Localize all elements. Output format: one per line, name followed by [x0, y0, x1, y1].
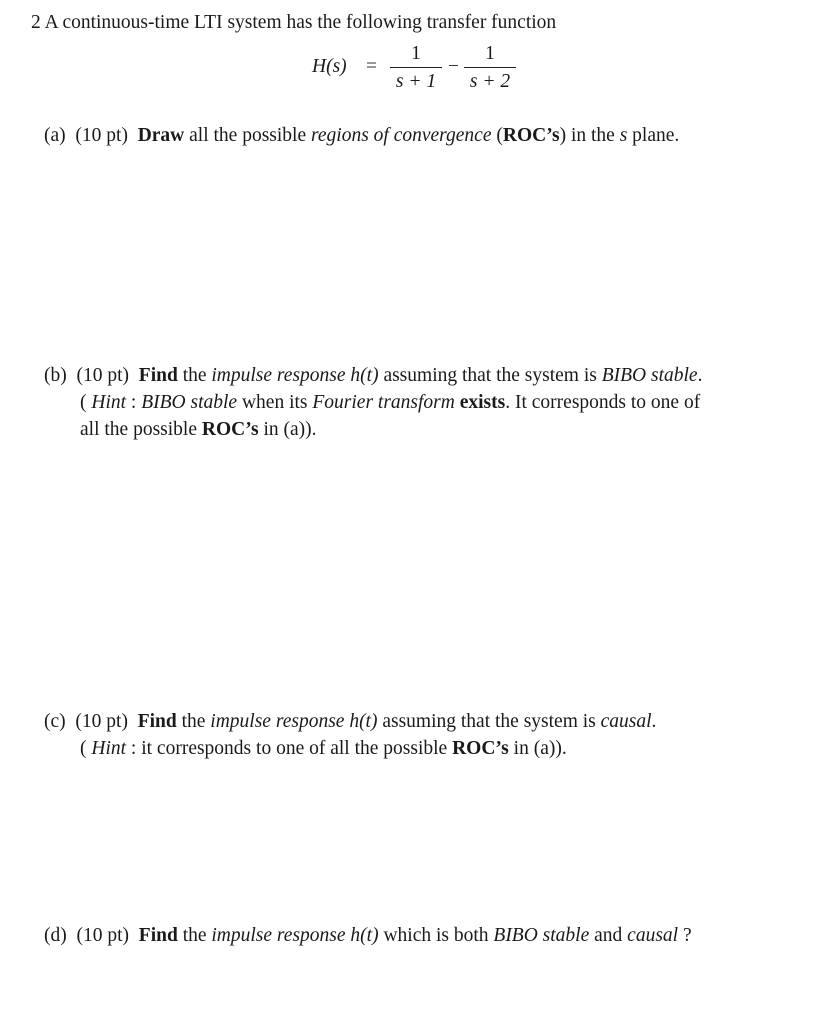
question-part-c	[44, 709, 656, 735]
part-verb: Draw	[137, 125, 185, 146]
part-label: (d)	[44, 925, 67, 946]
term-causal: causal	[627, 925, 679, 946]
term-exists: exists	[459, 392, 506, 413]
term-bibo-stable: BIBO stable	[493, 925, 590, 946]
fraction-bar	[464, 67, 516, 68]
part-text: which is both	[378, 925, 494, 946]
term-impulse-response: impulse response	[211, 365, 346, 386]
part-label: (b)	[44, 365, 67, 386]
part-text: the	[177, 925, 212, 946]
part-text: assuming that the system is	[378, 365, 602, 386]
term-causal: causal	[600, 711, 652, 732]
question-part-a	[44, 123, 679, 149]
fraction-bar	[390, 67, 442, 68]
part-text: (	[80, 738, 92, 759]
part-text: .	[697, 365, 703, 386]
part-text: and	[589, 925, 628, 946]
term-bibo-stable: BIBO stable	[601, 365, 698, 386]
fraction-term-1	[390, 42, 442, 94]
minus-sign: −	[448, 56, 459, 77]
part-text: (	[491, 125, 503, 146]
part-text: ?	[678, 925, 692, 946]
math-variable-s: s	[619, 125, 628, 146]
part-verb: Find	[138, 925, 178, 946]
part-text: ) in the	[559, 125, 620, 146]
part-text: the	[176, 711, 211, 732]
problem-number: 2	[31, 12, 41, 33]
math-h-of-t: h(t)	[345, 925, 379, 946]
part-points: (10 pt)	[75, 711, 128, 732]
term-rocs: ROC’s	[201, 419, 259, 440]
part-text: all the possible	[80, 419, 202, 440]
question-part-b-hint-cont	[80, 417, 317, 443]
part-text: (	[80, 392, 92, 413]
fraction-term-2	[464, 42, 516, 94]
part-text: assuming that the system is	[377, 711, 601, 732]
term-regions-of-convergence: regions of convergence	[311, 125, 492, 146]
part-points: (10 pt)	[76, 925, 130, 946]
hint-label: Hint	[91, 392, 127, 413]
term-rocs: ROC’s	[502, 125, 560, 146]
transfer-function-equation	[312, 42, 532, 94]
part-text: in (a)).	[258, 419, 317, 440]
question-part-d	[44, 923, 692, 949]
part-text: all the possible	[184, 125, 311, 146]
part-text: .	[651, 711, 657, 732]
hint-label: Hint	[91, 738, 127, 759]
equation-lhs: H(s)	[312, 56, 347, 77]
part-label: (c)	[44, 711, 66, 732]
part-verb: Find	[137, 711, 177, 732]
term-impulse-response: impulse response	[211, 925, 346, 946]
term-rocs: ROC’s	[452, 738, 509, 759]
part-points: (10 pt)	[75, 125, 128, 146]
term2-numerator: 1	[485, 43, 495, 64]
term-bibo-stable: BIBO stable	[141, 392, 238, 413]
term-impulse-response: impulse response	[210, 711, 345, 732]
problem-statement	[31, 10, 556, 36]
question-part-b-hint	[80, 390, 700, 416]
equals-sign: =	[366, 56, 377, 77]
term1-numerator: 1	[411, 43, 421, 64]
term2-denominator: s + 2	[469, 71, 511, 92]
part-verb: Find	[138, 365, 178, 386]
part-text: : it corresponds to one of all the possible	[126, 738, 453, 759]
part-text: plane.	[627, 125, 680, 146]
part-label: (a)	[44, 125, 66, 146]
term1-denominator: s + 1	[395, 71, 437, 92]
part-text: :	[126, 392, 142, 413]
part-text: the	[177, 365, 212, 386]
question-part-c-hint	[80, 736, 567, 762]
part-points: (10 pt)	[76, 365, 130, 386]
math-h-of-t: h(t)	[345, 365, 379, 386]
problem-text: A continuous-time LTI system has the following transfer function	[44, 12, 557, 33]
part-text: in (a)).	[508, 738, 567, 759]
question-part-b	[44, 363, 702, 389]
math-h-of-t: h(t)	[344, 711, 378, 732]
part-text: when its	[237, 392, 313, 413]
part-text: . It corresponds to one of	[505, 392, 701, 413]
term-fourier-transform: Fourier transform	[312, 392, 455, 413]
